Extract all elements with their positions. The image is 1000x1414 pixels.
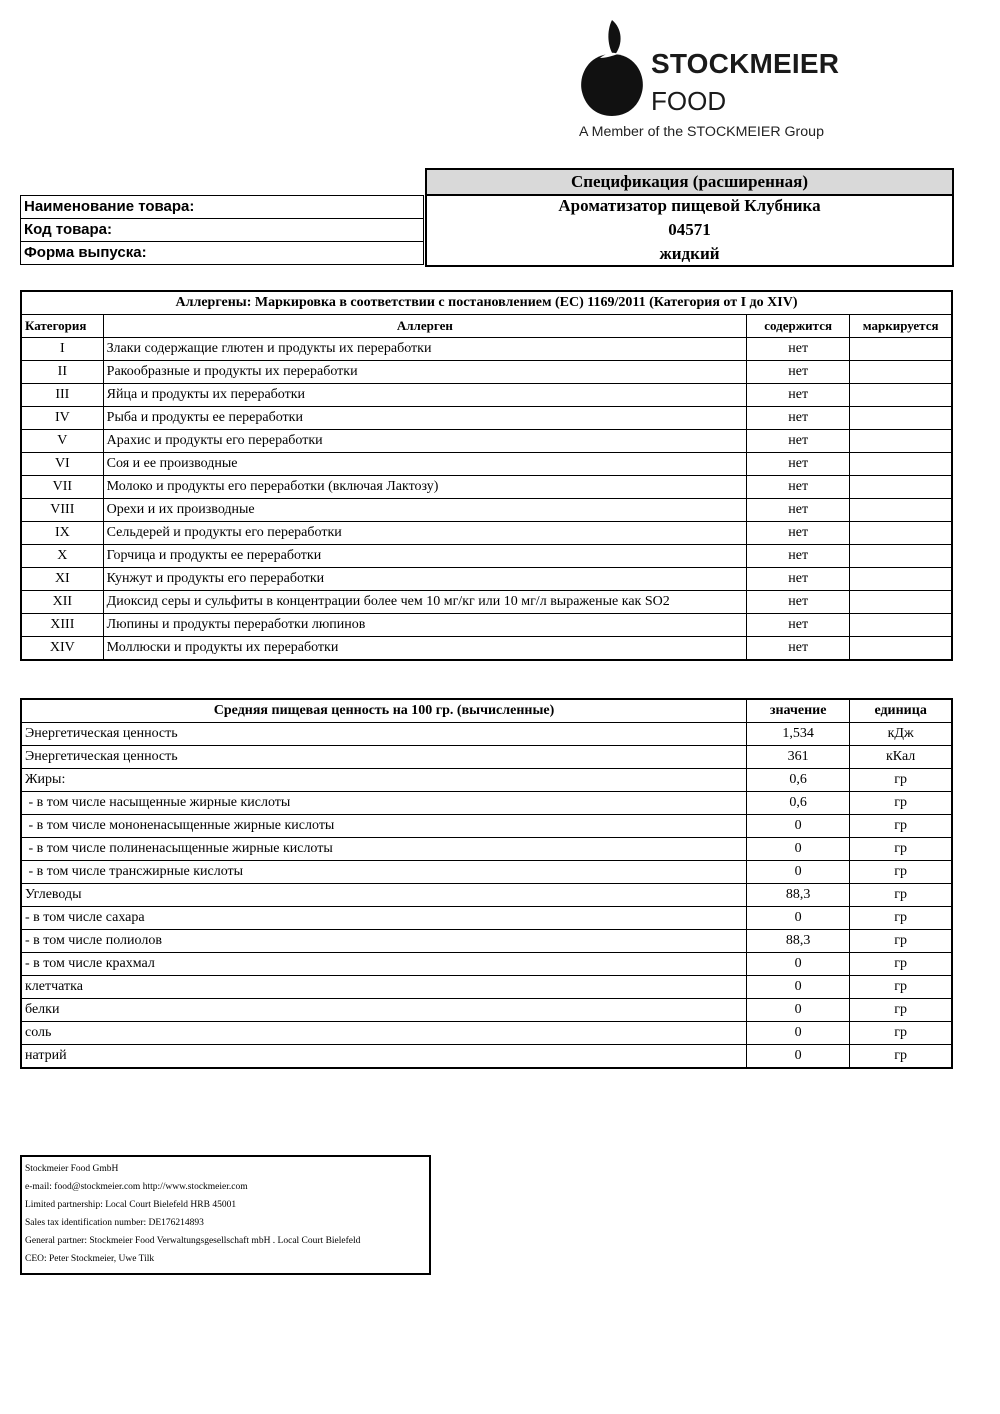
allergen-name: Молоко и продукты его переработки (включая Лактозу) xyxy=(103,476,746,499)
brand-tagline: A Member of the STOCKMEIER Group xyxy=(579,124,824,140)
nutrient-unit: гр xyxy=(850,1022,952,1045)
allergen-title: Аллергены: Маркировка в соответствии с постановлением (ЕС) 1169/2011 (Категория от I до XIV) xyxy=(21,291,952,315)
nutrition-table xyxy=(20,698,953,1069)
spec-title: Спецификация (расширенная) xyxy=(425,168,954,196)
company-footer xyxy=(20,1155,431,1275)
nutrition-header-row xyxy=(21,699,952,723)
allergen-name: Злаки содержащие глютен и продукты их переработки xyxy=(103,338,746,361)
footer-company: Stockmeier Food GmbH xyxy=(25,1164,119,1174)
nutrient-name: натрий xyxy=(21,1045,747,1069)
allergen-name: Кунжут и продукты его переработки xyxy=(103,568,746,591)
allergen-contains: нет xyxy=(747,384,850,407)
nutrient-unit: гр xyxy=(850,884,952,907)
nutrient-value: 0 xyxy=(747,999,850,1022)
nutrient-unit: гр xyxy=(850,792,952,815)
allergen-row xyxy=(21,453,952,476)
nutrient-value: 0 xyxy=(747,907,850,930)
allergen-name: Соя и ее производные xyxy=(103,453,746,476)
footer-general-partner: General partner: Stockmeier Food Verwaltungsgesellschaft mbH . Local Court Bielefeld xyxy=(25,1236,361,1246)
product-name-label: Наименование товара: xyxy=(20,195,424,218)
allergen-name: Горчица и продукты ее переработки xyxy=(103,545,746,568)
nutrient-unit: гр xyxy=(850,815,952,838)
allergen-row xyxy=(21,338,952,361)
allergen-row xyxy=(21,614,952,637)
col-header-category: Категория xyxy=(21,315,103,338)
allergen-name: Орехи и их производные xyxy=(103,499,746,522)
product-form-label: Форма выпуска: xyxy=(20,241,424,265)
nutrient-value: 0 xyxy=(747,1045,850,1069)
allergen-row xyxy=(21,637,952,661)
product-name-value: Ароматизатор пищевой Клубника xyxy=(558,196,821,215)
nutrient-name: Энергетическая ценность xyxy=(21,746,747,769)
stockmeier-drop-icon xyxy=(578,18,646,118)
allergen-category: IX xyxy=(21,522,103,545)
allergen-row xyxy=(21,384,952,407)
allergen-contains: нет xyxy=(747,361,850,384)
allergen-row xyxy=(21,499,952,522)
allergen-name: Сельдерей и продукты его переработки xyxy=(103,522,746,545)
nutrient-value: 88,3 xyxy=(747,884,850,907)
allergen-labeled xyxy=(850,430,952,453)
nutrient-unit: гр xyxy=(850,907,952,930)
col-header-value: значение xyxy=(747,699,850,723)
nutrient-name: - в том числе полиненасыщенные жирные кислоты xyxy=(21,838,747,861)
allergen-category: III xyxy=(21,384,103,407)
allergen-row xyxy=(21,522,952,545)
footer-registration: Limited partnership: Local Court Bielefeld HRB 45001 xyxy=(25,1200,237,1210)
nutrition-row xyxy=(21,792,952,815)
allergen-category: IV xyxy=(21,407,103,430)
nutrient-name: - в том числе полиолов xyxy=(21,930,747,953)
footer-contact: e-mail: food@stockmeier.com http://www.stockmeier.com xyxy=(25,1182,248,1192)
footer-ceo: CEO: Peter Stockmeier, Uwe Tilk xyxy=(25,1254,155,1264)
allergen-category: VIII xyxy=(21,499,103,522)
allergen-category: XI xyxy=(21,568,103,591)
nutrient-name: - в том числе насыщенные жирные кислоты xyxy=(21,792,747,815)
nutrient-value: 0,6 xyxy=(747,769,850,792)
nutrition-row xyxy=(21,907,952,930)
col-header-unit: единица xyxy=(850,699,952,723)
nutrient-value: 0 xyxy=(747,1022,850,1045)
nutrient-value: 361 xyxy=(747,746,850,769)
allergen-row xyxy=(21,568,952,591)
allergen-contains: нет xyxy=(747,568,850,591)
nutrition-row xyxy=(21,769,952,792)
allergen-labeled xyxy=(850,476,952,499)
nutrient-name: белки xyxy=(21,999,747,1022)
nutrient-value: 0,6 xyxy=(747,792,850,815)
allergen-contains: нет xyxy=(747,430,850,453)
allergen-row xyxy=(21,476,952,499)
allergen-contains: нет xyxy=(747,545,850,568)
nutrient-name: Энергетическая ценность xyxy=(21,723,747,746)
allergen-row xyxy=(21,407,952,430)
allergen-row xyxy=(21,430,952,453)
nutrient-unit: гр xyxy=(850,1045,952,1069)
allergen-labeled xyxy=(850,499,952,522)
nutrition-title: Средняя пищевая ценность на 100 гр. (вычисленные) xyxy=(21,699,747,723)
nutrient-name: - в том числе крахмал xyxy=(21,953,747,976)
nutrient-name: - в том числе сахара xyxy=(21,907,747,930)
nutrition-row xyxy=(21,930,952,953)
allergen-table xyxy=(20,290,953,661)
allergen-contains: нет xyxy=(747,637,850,661)
footer-tax-id: Sales tax identification number: DE176214893 xyxy=(25,1218,204,1228)
nutrition-row xyxy=(21,1045,952,1069)
product-code-value: 04571 xyxy=(668,220,711,239)
product-form-value: жидкий xyxy=(659,244,720,263)
nutrient-unit: гр xyxy=(850,999,952,1022)
allergen-header-row xyxy=(21,315,952,338)
allergen-contains: нет xyxy=(747,476,850,499)
allergen-category: XIV xyxy=(21,637,103,661)
nutrient-unit: гр xyxy=(850,930,952,953)
nutrition-row xyxy=(21,723,952,746)
nutrient-name: клетчатка xyxy=(21,976,747,999)
nutrition-row xyxy=(21,1022,952,1045)
allergen-labeled xyxy=(850,453,952,476)
spec-values xyxy=(425,194,954,267)
nutrient-unit: кКал xyxy=(850,746,952,769)
allergen-contains: нет xyxy=(747,499,850,522)
allergen-contains: нет xyxy=(747,522,850,545)
nutrition-row xyxy=(21,746,952,769)
nutrient-value: 1,534 xyxy=(747,723,850,746)
nutrient-name: соль xyxy=(21,1022,747,1045)
nutrition-row xyxy=(21,976,952,999)
nutrient-value: 88,3 xyxy=(747,930,850,953)
allergen-name: Люпины и продукты переработки люпинов xyxy=(103,614,746,637)
nutrition-row xyxy=(21,999,952,1022)
allergen-category: X xyxy=(21,545,103,568)
nutrient-unit: гр xyxy=(850,838,952,861)
col-header-allergen: Аллерген xyxy=(103,315,746,338)
allergen-category: XIII xyxy=(21,614,103,637)
nutrition-row xyxy=(21,838,952,861)
allergen-labeled xyxy=(850,384,952,407)
product-code-label: Код товара: xyxy=(20,218,424,241)
allergen-row xyxy=(21,545,952,568)
nutrient-value: 0 xyxy=(747,953,850,976)
nutrition-row xyxy=(21,884,952,907)
allergen-category: II xyxy=(21,361,103,384)
nutrient-value: 0 xyxy=(747,976,850,999)
nutrient-value: 0 xyxy=(747,861,850,884)
allergen-labeled xyxy=(850,591,952,614)
company-logo xyxy=(575,18,855,146)
allergen-name: Яйца и продукты их переработки xyxy=(103,384,746,407)
allergen-labeled xyxy=(850,545,952,568)
allergen-labeled xyxy=(850,637,952,661)
col-header-labeled: маркируется xyxy=(850,315,952,338)
allergen-labeled xyxy=(850,522,952,545)
allergen-category: I xyxy=(21,338,103,361)
nutrient-unit: гр xyxy=(850,953,952,976)
nutrient-name: Углеводы xyxy=(21,884,747,907)
allergen-category: XII xyxy=(21,591,103,614)
allergen-labeled xyxy=(850,407,952,430)
allergen-contains: нет xyxy=(747,338,850,361)
nutrition-row xyxy=(21,861,952,884)
allergen-row xyxy=(21,591,952,614)
nutrition-row xyxy=(21,815,952,838)
allergen-labeled xyxy=(850,338,952,361)
allergen-labeled xyxy=(850,614,952,637)
allergen-labeled xyxy=(850,361,952,384)
allergen-contains: нет xyxy=(747,407,850,430)
nutrient-unit: гр xyxy=(850,976,952,999)
allergen-row xyxy=(21,361,952,384)
brand-subname: FOOD xyxy=(651,86,727,116)
col-header-contains: содержится xyxy=(747,315,850,338)
nutrient-unit: гр xyxy=(850,861,952,884)
allergen-name: Арахис и продукты его переработки xyxy=(103,430,746,453)
allergen-category: VI xyxy=(21,453,103,476)
nutrition-row xyxy=(21,953,952,976)
allergen-contains: нет xyxy=(747,453,850,476)
brand-name: STOCKMEIER xyxy=(651,48,840,79)
allergen-name: Диоксид серы и сульфиты в концентрации более чем 10 мг/кг или 10 мг/л выраженые как SO2 xyxy=(103,591,746,614)
nutrient-unit: кДж xyxy=(850,723,952,746)
nutrient-name: - в том числе мононенасыщенные жирные кислоты xyxy=(21,815,747,838)
nutrient-value: 0 xyxy=(747,815,850,838)
allergen-name: Ракообразные и продукты их переработки xyxy=(103,361,746,384)
allergen-contains: нет xyxy=(747,591,850,614)
nutrient-value: 0 xyxy=(747,838,850,861)
allergen-name: Рыба и продукты ее переработки xyxy=(103,407,746,430)
nutrient-name: - в том числе трансжирные кислоты xyxy=(21,861,747,884)
nutrient-name: Жиры: xyxy=(21,769,747,792)
allergen-contains: нет xyxy=(747,614,850,637)
allergen-name: Моллюски и продукты их переработки xyxy=(103,637,746,661)
nutrient-unit: гр xyxy=(850,769,952,792)
allergen-category: VII xyxy=(21,476,103,499)
allergen-labeled xyxy=(850,568,952,591)
spec-labels xyxy=(20,195,424,265)
allergen-title-row xyxy=(21,291,952,315)
allergen-category: V xyxy=(21,430,103,453)
